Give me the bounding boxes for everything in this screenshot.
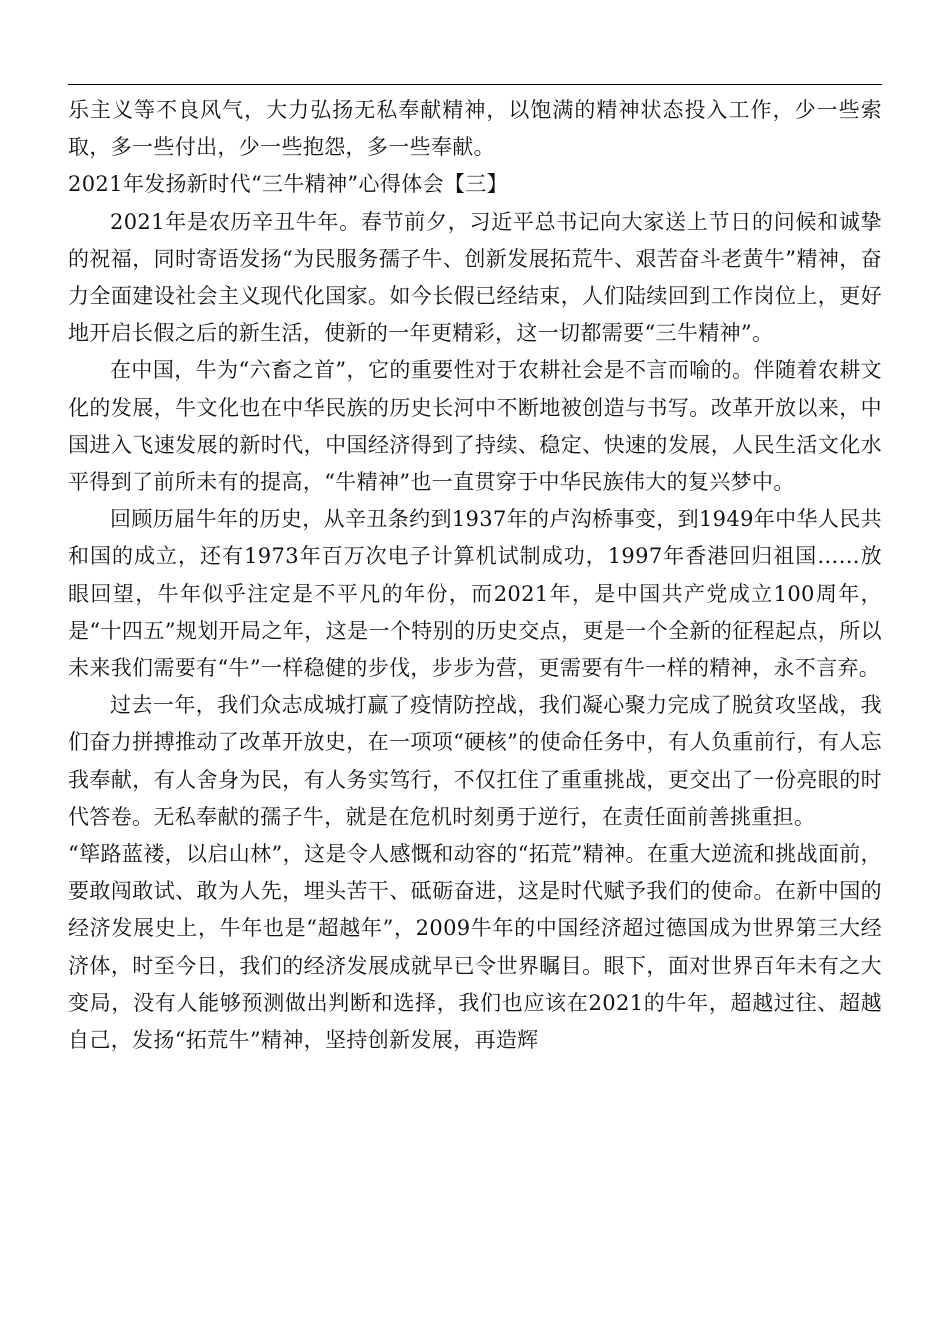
- paragraph: 2021年是农历辛丑牛年。春节前夕，习近平总书记向大家送上节日的问候和诚挚的祝福，同时寄语发扬“为民服务孺子牛、创新发展拓荒牛、艰苦奋斗老黄牛”精神，奋力全面建设社会主义现代化国家。如今长假已经结束，人们陆续回到工作岗位上，更好地开启长假之后的新生活，使新的一年更精彩，这一切都需要“三牛精神”。: [68, 209, 882, 346]
- paragraph-continuation: 乐主义等不良风气，大力弘扬无私奉献精神，以饱满的精神状态投入工作，少一些索取，多一些付出，少一些抱怨，多一些奉献。: [68, 98, 882, 160]
- paragraph: 在中国，牛为“六畜之首”，它的重要性对于农耕社会是不言而喻的。伴随着农耕文化的发展，牛文化也在中华民族的历史长河中不断地被创造与书写。改革开放以来，中国进入飞速发展的新时代，中国经济得到了持续、稳定、快速的发展，人民生活文化水平得到了前所未有的提高，“牛精神”也一直贯穿于中华民族伟大的复兴梦中。: [68, 358, 882, 495]
- section-title: 2021年发扬新时代“三牛精神”心得体会【三】: [68, 172, 508, 197]
- paragraph: “筚路蓝褛，以启山林”，这是令人感慨和动容的“拓荒”精神。在重大逆流和挑战面前，要敢闯敢试、敢为人先，埋头苦干、砥砺奋进，这是时代赋予我们的使命。在新中国的经济发展史上，牛年也是“超越年”，2009牛年的中国经济超过德国成为世界第三大经济体，时至今日，我们的经济发展成就早已令世界瞩目。眼下，面对世界百年未有之大变局，没有人能够预测做出判断和选择，我们也应该在2021的牛年，超越过往、超越自己，发扬“拓荒牛”精神，坚持创新发展，再造辉: [68, 842, 882, 1053]
- paragraph: 过去一年，我们众志成城打赢了疫情防控战，我们凝心聚力完成了脱贫攻坚战，我们奋力拼搏推动了改革开放史，在一项项“硬核”的使命任务中，有人负重前行，有人忘我奉献，有人舍身为民，有人务实笃行，不仅扛住了重重挑战，更交出了一份亮眼的时代答卷。无私奉献的孺子牛，就是在危机时刻勇于逆行，在责任面前善挑重担。: [68, 693, 882, 829]
- header-rule: [68, 84, 882, 85]
- document-body: [68, 92, 882, 1059]
- paragraph: 回顾历届牛年的历史，从辛丑条约到1937年的卢沟桥事变，到1949年中华人民共和国的成立，还有1973年百万次电子计算机试制成功，1997年香港回归祖国……放眼回望，牛年似乎注定是不平凡的年份，而2021年，是中国共产党成立100周年，是“十四五”规划开局之年，这是一个特别的历史交点，更是一个全新的征程起点，所以未来我们需要有“牛”一样稳健的步伐，步步为营，更需要有牛一样的精神，永不言弃。: [68, 507, 882, 681]
